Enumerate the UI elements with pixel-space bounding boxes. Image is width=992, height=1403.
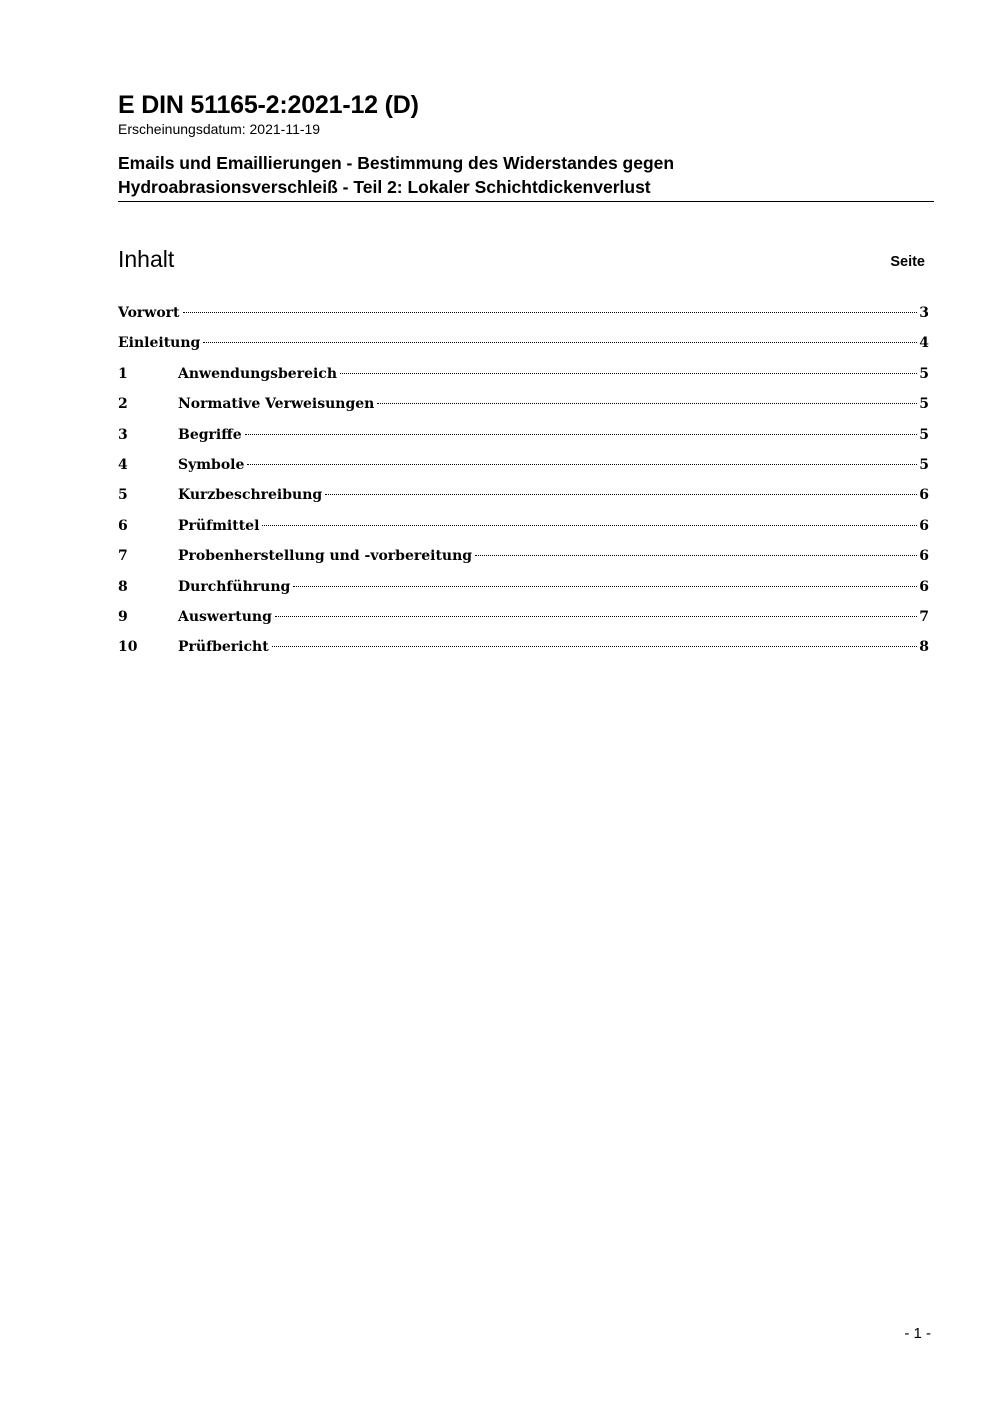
table-of-contents: [118, 299, 929, 664]
toc-dot-leader: [262, 525, 917, 526]
toc-entry-page: 5: [919, 456, 929, 473]
toc-dot-leader: [293, 586, 917, 587]
toc-page-column-label: Seite: [890, 254, 925, 270]
toc-entry-number: 6: [118, 517, 128, 534]
toc-entry-page: 6: [919, 487, 929, 504]
toc-entry-10[interactable]: [118, 633, 929, 663]
toc-entry-number: 3: [118, 426, 128, 443]
toc-entry-3[interactable]: [118, 421, 929, 451]
toc-dot-leader: [272, 646, 918, 647]
publication-date: Erscheinungsdatum: 2021-11-19: [118, 121, 321, 137]
toc-dot-leader: [325, 494, 917, 495]
toc-dot-leader: [377, 403, 917, 404]
toc-entry-number: 7: [118, 548, 128, 565]
toc-entry-number: 4: [118, 456, 128, 473]
toc-heading: Inhalt: [118, 246, 175, 272]
toc-entry-label: Durchführung: [178, 578, 291, 595]
toc-dot-leader: [183, 312, 918, 313]
document-title: [118, 151, 934, 202]
toc-entry-1[interactable]: [118, 360, 929, 390]
toc-entry-label: Normative Verweisungen: [178, 396, 375, 413]
toc-dot-leader: [340, 373, 917, 374]
toc-entry-number: 1: [118, 365, 128, 382]
toc-entry-number: 8: [118, 578, 128, 595]
toc-dot-leader: [247, 464, 917, 465]
document-title-line-2: Hydroabrasionsverschleiß - Teil 2: Lokaler Schichtdickenverlust: [118, 177, 651, 197]
document-header: [118, 90, 934, 202]
toc-entry-9[interactable]: [118, 603, 929, 633]
toc-entry-8[interactable]: [118, 573, 929, 603]
toc-entry-page: 6: [919, 548, 929, 565]
toc-dot-leader: [275, 616, 917, 617]
toc-entry-label: Prüfbericht: [178, 639, 269, 656]
toc-entry-label: Auswertung: [178, 608, 272, 625]
document-id: E DIN 51165-2:2021-12 (D): [118, 91, 419, 119]
page-number: - 1 -: [904, 1325, 931, 1342]
toc-entry-page: 4: [919, 335, 929, 352]
toc-entry-4[interactable]: [118, 451, 929, 481]
toc-entry-5[interactable]: [118, 481, 929, 511]
toc-entry-page: 7: [919, 608, 929, 625]
toc-entry-page: 6: [919, 517, 929, 534]
toc-entry-label: Vorwort: [118, 305, 180, 321]
toc-dot-leader: [475, 555, 917, 556]
toc-entry-einleitung[interactable]: [118, 329, 929, 359]
document-title-line-1: Emails und Emaillierungen - Bestimmung des Widerstandes gegen: [118, 153, 675, 173]
toc-entry-label: Symbole: [178, 456, 245, 473]
toc-entry-7[interactable]: [118, 542, 929, 572]
toc-entry-number: 5: [118, 487, 128, 504]
toc-entry-label: Anwendungsbereich: [178, 365, 337, 382]
toc-entry-vorwort[interactable]: [118, 299, 929, 329]
toc-entry-label: Begriffe: [178, 426, 242, 443]
toc-entry-page: 8: [919, 639, 929, 656]
toc-entry-page: 3: [919, 305, 929, 321]
toc-entry-label: Prüfmittel: [178, 517, 260, 534]
toc-entry-6[interactable]: [118, 512, 929, 542]
toc-entry-page: 5: [919, 426, 929, 443]
toc-entry-number: 10: [118, 639, 138, 656]
toc-entry-2[interactable]: [118, 390, 929, 420]
toc-entry-page: 6: [919, 578, 929, 595]
toc-entry-number: 2: [118, 396, 128, 413]
toc-entry-label: Einleitung: [118, 335, 201, 352]
toc-dot-leader: [203, 342, 917, 343]
toc-entry-page: 5: [919, 396, 929, 413]
toc-entry-number: 9: [118, 608, 128, 625]
toc-dot-leader: [245, 434, 918, 435]
toc-entry-page: 5: [919, 365, 929, 382]
toc-entry-label: Kurzbeschreibung: [178, 487, 323, 504]
toc-entry-label: Probenherstellung und -vorbereitung: [178, 548, 473, 565]
